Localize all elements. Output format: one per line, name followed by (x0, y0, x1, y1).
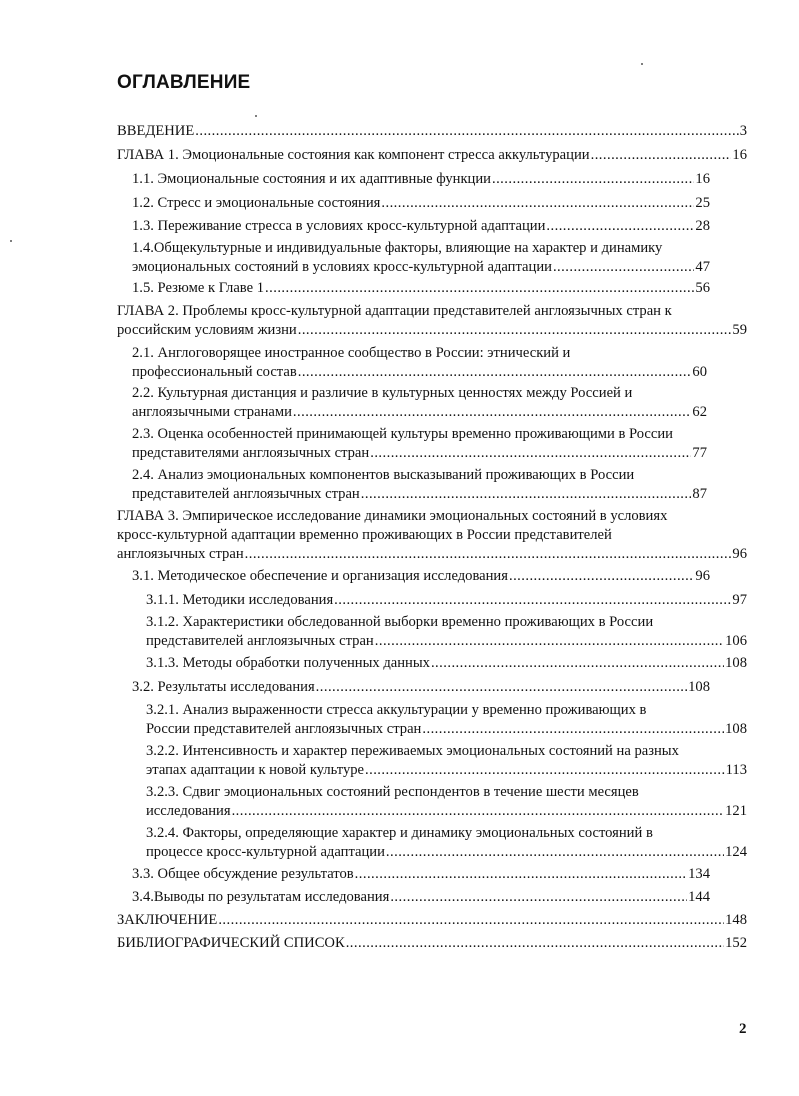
toc-entry-3-1[interactable] (132, 567, 710, 586)
dot-leader (390, 888, 687, 907)
toc-entry-text: России представителей англоязычных стран (146, 721, 422, 737)
toc-entry-1-3[interactable] (132, 217, 710, 236)
scan-speck (10, 240, 12, 242)
toc-entry-2-1[interactable] (132, 344, 707, 382)
toc-entry-text: англоязычными странами (132, 404, 292, 420)
dot-leader (509, 567, 694, 586)
dot-leader (195, 122, 738, 141)
toc-page-number: 108 (725, 655, 747, 671)
toc-entry-3-2[interactable] (132, 678, 710, 697)
dot-leader (370, 444, 691, 463)
toc-page-number: 62 (692, 404, 707, 420)
toc-entry-line: 3.2.3. Сдвиг эмоциональных состояний респондентов в течение шести месяцев (146, 784, 639, 800)
toc-page-number: 87 (692, 486, 707, 502)
toc-entry-1-2[interactable] (132, 194, 710, 213)
toc-entry-3-4[interactable] (132, 888, 710, 907)
toc-entry-text: 1.5. Резюме к Главе 1 (132, 280, 265, 296)
toc-page-number: 152 (725, 935, 747, 951)
dot-leader (346, 934, 724, 953)
toc-page-number: 56 (695, 280, 710, 296)
toc-page-number: 113 (725, 762, 747, 778)
toc-page-number: 108 (725, 721, 747, 737)
dot-leader (546, 217, 694, 236)
toc-page-number: 134 (688, 866, 710, 882)
toc-entry-text: 1.1. Эмоциональные состояния и их адаптивные функции (132, 171, 491, 187)
toc-entry-text: 3.2. Результаты исследования (132, 679, 315, 695)
toc-entry-1-1[interactable] (132, 170, 710, 189)
toc-entry-3-1-1[interactable] (146, 591, 747, 610)
toc-entry-chapter-1[interactable] (117, 146, 747, 165)
toc-entry-2-3[interactable] (132, 425, 707, 463)
toc-entry-text: 3.3. Общее обсуждение результатов (132, 866, 354, 882)
toc-entry-line: 3.2.2. Интенсивность и характер переживаемых эмоциональных состояний на разных (146, 743, 679, 759)
dot-leader (492, 170, 694, 189)
toc-entry-text: 3.1.3. Методы обработки полученных данных (146, 655, 430, 671)
dot-leader (355, 865, 687, 884)
dot-leader (365, 761, 725, 780)
toc-entry-3-2-1[interactable] (146, 701, 747, 739)
toc-entry-3-2-4[interactable] (146, 824, 747, 862)
dot-leader (218, 911, 724, 930)
toc-entry-text: этапах адаптации к новой культуре (146, 762, 365, 778)
dot-leader (375, 632, 724, 651)
toc-entry-line: ГЛАВА 3. Эмпирическое исследование динамики эмоциональных состояний в условиях (117, 508, 668, 524)
toc-entry-line: 2.2. Культурная дистанция и различие в культурных ценностях между Россией и (132, 385, 633, 401)
toc-entry-3-1-2[interactable] (146, 613, 747, 651)
dot-leader (316, 678, 687, 697)
toc-entry-chapter-3[interactable] (117, 507, 747, 564)
toc-entry-text: 3.1. Методическое обеспечение и организация исследования (132, 568, 508, 584)
toc-page-number: 124 (725, 844, 747, 860)
toc-entry-text: представителей англоязычных стран (146, 633, 374, 649)
toc-entry-text: профессиональный состав (132, 364, 297, 380)
page-title: ОГЛАВЛЕНИЕ (117, 72, 251, 93)
toc-page-number: 77 (692, 445, 707, 461)
toc-page-number: 96 (732, 546, 747, 562)
scan-speck (255, 115, 257, 117)
toc-entry-chapter-2[interactable] (117, 302, 747, 340)
toc-entry-text: представителями англоязычных стран (132, 445, 370, 461)
dot-leader (245, 545, 732, 564)
toc-entry-line: 2.1. Англоговорящее иностранное сообщество в России: этнический и (132, 345, 571, 361)
dot-leader (298, 321, 732, 340)
toc-entry-1-5[interactable] (132, 279, 710, 298)
toc-entry-text: эмоциональных состояний в условиях кросс-культурной адаптации (132, 259, 552, 275)
dot-leader (361, 485, 692, 504)
dot-leader (422, 720, 724, 739)
toc-page-number: 106 (725, 633, 747, 649)
toc-entry-2-2[interactable] (132, 384, 707, 422)
toc-entry-text: процессе кросс-культурной адаптации (146, 844, 385, 860)
dot-leader (591, 146, 732, 165)
toc-entry-3-2-3[interactable] (146, 783, 747, 821)
toc-entry-text: БИБЛИОГРАФИЧЕСКИЙ СПИСОК (117, 935, 345, 951)
toc-entry-line: 2.3. Оценка особенностей принимающей культуры временно проживающими в России (132, 426, 673, 442)
toc-page-number: 59 (732, 322, 747, 338)
toc-entry-3-3[interactable] (132, 865, 710, 884)
toc-entry-text: 3.1.1. Методики исследования (146, 592, 334, 608)
toc-entry-line: 3.1.2. Характеристики обследованной выборки временно проживающих в России (146, 614, 654, 630)
dot-leader (334, 591, 731, 610)
toc-page-number: 16 (695, 171, 710, 187)
page-number: 2 (739, 1021, 747, 1037)
dot-leader (298, 363, 692, 382)
toc-page-number: 60 (692, 364, 707, 380)
toc-entry-1-4[interactable] (132, 239, 710, 277)
dot-leader (293, 403, 692, 422)
toc-entry-text: 3.4.Выводы по результатам исследования (132, 889, 390, 905)
toc-entry-text: 1.2. Стресс и эмоциональные состояния (132, 195, 381, 211)
dot-leader (232, 802, 725, 821)
toc-entry-line: 3.2.1. Анализ выраженности стресса аккультурации у временно проживающих в (146, 702, 647, 718)
toc-page-number: 16 (732, 147, 747, 163)
dot-leader (386, 843, 724, 862)
toc-page-number: 47 (695, 259, 710, 275)
toc-entry-text: англоязычных стран (117, 546, 244, 562)
toc-page-number: 121 (725, 803, 747, 819)
toc-page-number: 148 (725, 912, 747, 928)
toc-page-number: 108 (688, 679, 710, 695)
toc-page-number: 97 (732, 592, 747, 608)
toc-page-number: 25 (695, 195, 710, 211)
toc-entry-text: исследования (146, 803, 231, 819)
toc-entry-line: 1.4.Общекультурные и индивидуальные факторы, влияющие на характер и динамику (132, 240, 663, 256)
toc-entry-line: 2.4. Анализ эмоциональных компонентов высказываний проживающих в России (132, 467, 635, 483)
toc-entry-3-1-3[interactable] (146, 654, 747, 673)
dot-leader (431, 654, 724, 673)
toc-entry-text: ЗАКЛЮЧЕНИЕ (117, 912, 218, 928)
toc-entry-line: кросс-культурной адаптации временно проживающих в России представителей (117, 527, 612, 543)
dot-leader (381, 194, 694, 213)
toc-page-number: 28 (695, 218, 710, 234)
toc-entry-line: ГЛАВА 2. Проблемы кросс-культурной адаптации представителей англоязычных стран к (117, 303, 672, 319)
toc-entry-text: представителей англоязычных стран (132, 486, 360, 502)
toc-entry-conclusion[interactable] (117, 911, 747, 930)
toc-entry-2-4[interactable] (132, 466, 707, 504)
toc-entry-text: ВВЕДЕНИЕ (117, 123, 195, 139)
toc-page-number: 144 (688, 889, 710, 905)
toc-page-number: 3 (739, 123, 747, 139)
toc-page-number: 96 (695, 568, 710, 584)
toc-entry-introduction[interactable] (117, 122, 747, 141)
toc-entry-text: ГЛАВА 1. Эмоциональные состояния как компонент стресса аккультурации (117, 147, 590, 163)
scan-speck (641, 63, 643, 65)
toc-entry-bibliography[interactable] (117, 934, 747, 953)
toc-entry-text: 1.3. Переживание стресса в условиях кросс-культурной адаптации (132, 218, 546, 234)
dot-leader (553, 258, 694, 277)
toc-entry-text: российским условиям жизни (117, 322, 297, 338)
toc-entry-line: 3.2.4. Факторы, определяющие характер и динамику эмоциональных состояний в (146, 825, 653, 841)
dot-leader (265, 279, 694, 298)
toc-entry-3-2-2[interactable] (146, 742, 747, 780)
